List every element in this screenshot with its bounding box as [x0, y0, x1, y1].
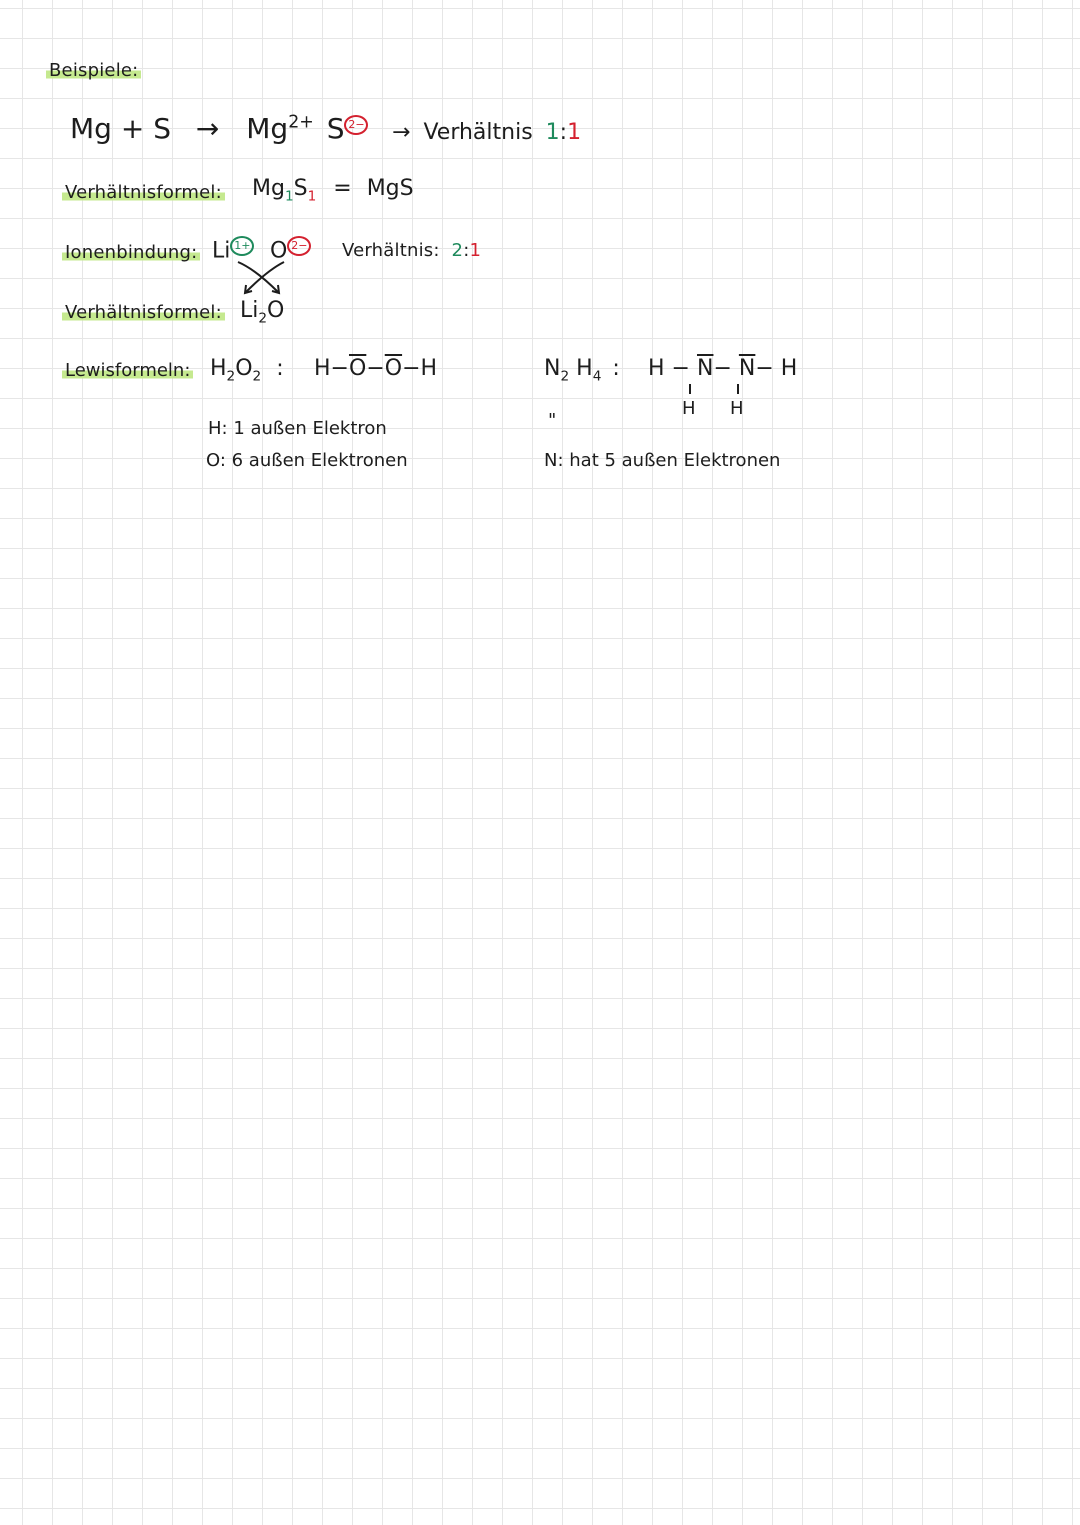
n-h-bond-lines — [688, 384, 748, 398]
h2o2-formula: $H_2O_2$ : — [210, 356, 284, 385]
h2o2-note-2: O: 6 außen Elektronen — [206, 450, 408, 471]
n2h4-note: N: hat 5 außen Elektronen — [544, 450, 781, 471]
n2h4-h-below-2: H — [730, 398, 744, 419]
h2o2-structure: $H-\overline{O}-\overline{O}-H$ — [314, 356, 438, 381]
h2o2-note-1: H: 1 außen Elektron — [208, 418, 387, 439]
ratio-2: Verhältnis: 2:1 — [342, 240, 482, 261]
sulfur-charge-badge: 2− — [344, 115, 368, 135]
n2h4-h-below-1: H — [682, 398, 696, 419]
heading: Beispiele: — [46, 60, 141, 81]
ionic-li: Li 1+ — [212, 236, 254, 263]
li-charge-badge: 1+ — [230, 236, 254, 256]
n2h4-structure: $H - \overline{N}- \overline{N}- H$ — [648, 356, 798, 381]
o-charge-badge: 2− — [287, 236, 311, 256]
reaction-equation: $Mg + S \to Mg^{2+}$ S 2− — [70, 112, 368, 145]
n2h4-formula: $N_2$ $H_4$ : — [544, 356, 620, 385]
ratio-1: → Verhältnis 1:1 — [392, 120, 582, 145]
ratio-formula-label-1: Verhältnisformel: — [62, 182, 225, 203]
ratio-formula-label-2: Verhältnisformel: — [62, 302, 225, 323]
ratio-formula-2: $Li_2O$ — [240, 298, 285, 327]
ratio-formula-1: $Mg_1S_1$ = MgS — [252, 176, 414, 205]
ionic-o: O 2− — [270, 236, 311, 263]
ionic-bond-label: Ionenbindung: — [62, 242, 200, 263]
ditto-mark: " — [548, 410, 557, 431]
lewis-label: Lewisformeln: — [62, 360, 193, 381]
cross-arrows-icon — [232, 258, 292, 298]
